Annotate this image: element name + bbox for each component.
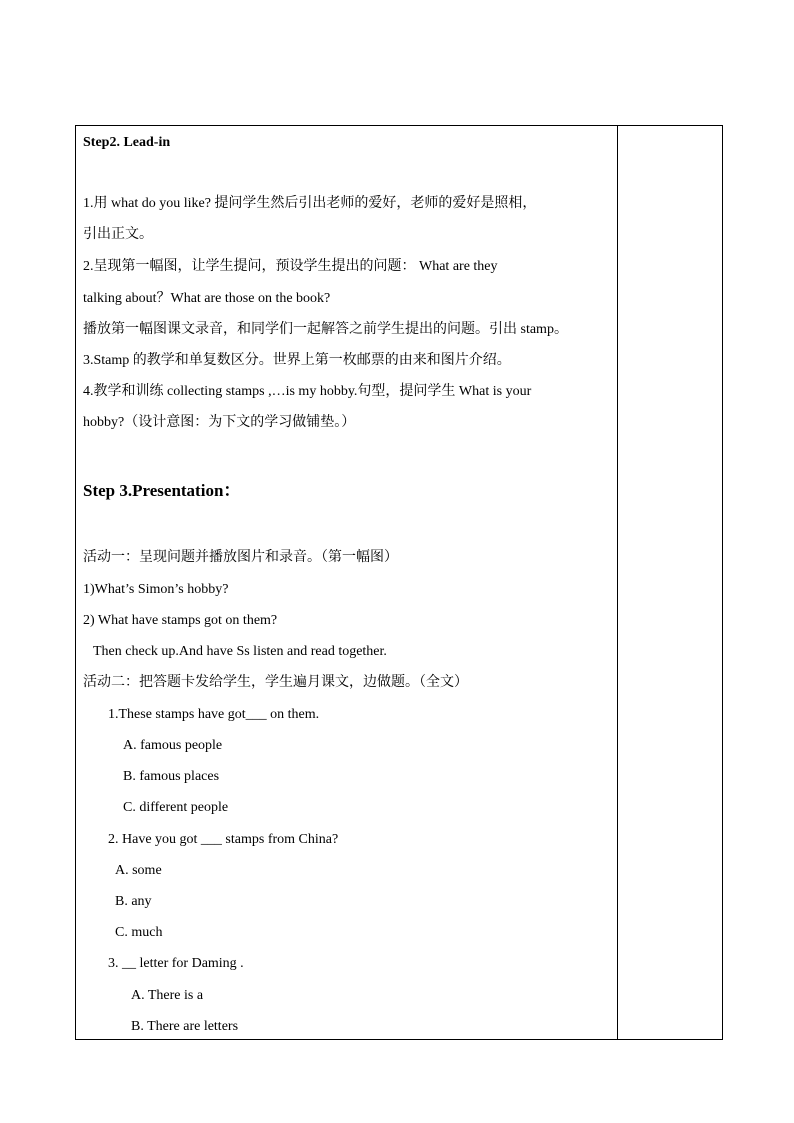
quiz-q2-option-c: C. much: [115, 925, 163, 940]
step2-item-4-line1: 4.教学和训练 collecting stamps ,…is my hobby.句型，提问学生 What is your: [83, 384, 532, 399]
quiz-q3: 3. __ letter for Daming .: [108, 956, 244, 971]
step2-paragraph-audio: 播放第一幅图课文录音，和同学们一起解答之前学生提出的问题。引出 stamp。: [83, 322, 568, 337]
step2-item-4-line2: hobby?（设计意图：为下文的学习做铺垫。）: [83, 415, 356, 430]
quiz-q3-option-a: A. There is a: [131, 988, 204, 1003]
step2-item-1-line2: 引出正文。: [83, 227, 153, 242]
quiz-q2-option-a: A. some: [115, 863, 162, 878]
quiz-q1: 1.These stamps have got___ on them.: [108, 707, 320, 722]
activity-2: 活动二：把答题卡发给学生，学生遍月课文，边做题。（全文）: [83, 675, 468, 690]
activity-1: 活动一：呈现问题并播放图片和录音。（第一幅图）: [83, 550, 398, 565]
step2-item-2-line1: 2.呈现第一幅图，让学生提问，预设学生提出的问题： What are they: [83, 259, 498, 274]
question-1: 1)What’s Simon’s hobby?: [83, 582, 229, 597]
notes-column: [618, 126, 722, 1039]
step2-item-3: 3.Stamp 的教学和单复数区分。世界上第一枚邮票的由来和图片介绍。: [83, 353, 511, 368]
quiz-q2: 2. Have you got ___ stamps from China?: [108, 832, 339, 847]
quiz-q3-option-b: B. There are letters: [131, 1019, 239, 1034]
quiz-q1-option-c: C. different people: [123, 800, 229, 815]
step2-item-1-line1: 1.用 what do you like? 提问学生然后引出老师的爱好，老师的爱好是照相，: [83, 196, 537, 211]
question-2: 2) What have stamps got on them?: [83, 613, 278, 628]
step2-heading: Step2. Lead-in: [83, 135, 171, 150]
quiz-q1-option-b: B. famous places: [123, 769, 220, 784]
check-instruction: Then check up.And have Ss listen and read together.: [93, 644, 387, 659]
step2-item-2-line2: talking about？What are those on the book?: [83, 291, 331, 306]
step3-heading: Step 3.Presentation：: [83, 481, 241, 500]
quiz-q1-option-a: A. famous people: [123, 738, 223, 753]
quiz-q2-option-b: B. any: [115, 894, 152, 909]
lesson-plan-table: [75, 125, 723, 1040]
